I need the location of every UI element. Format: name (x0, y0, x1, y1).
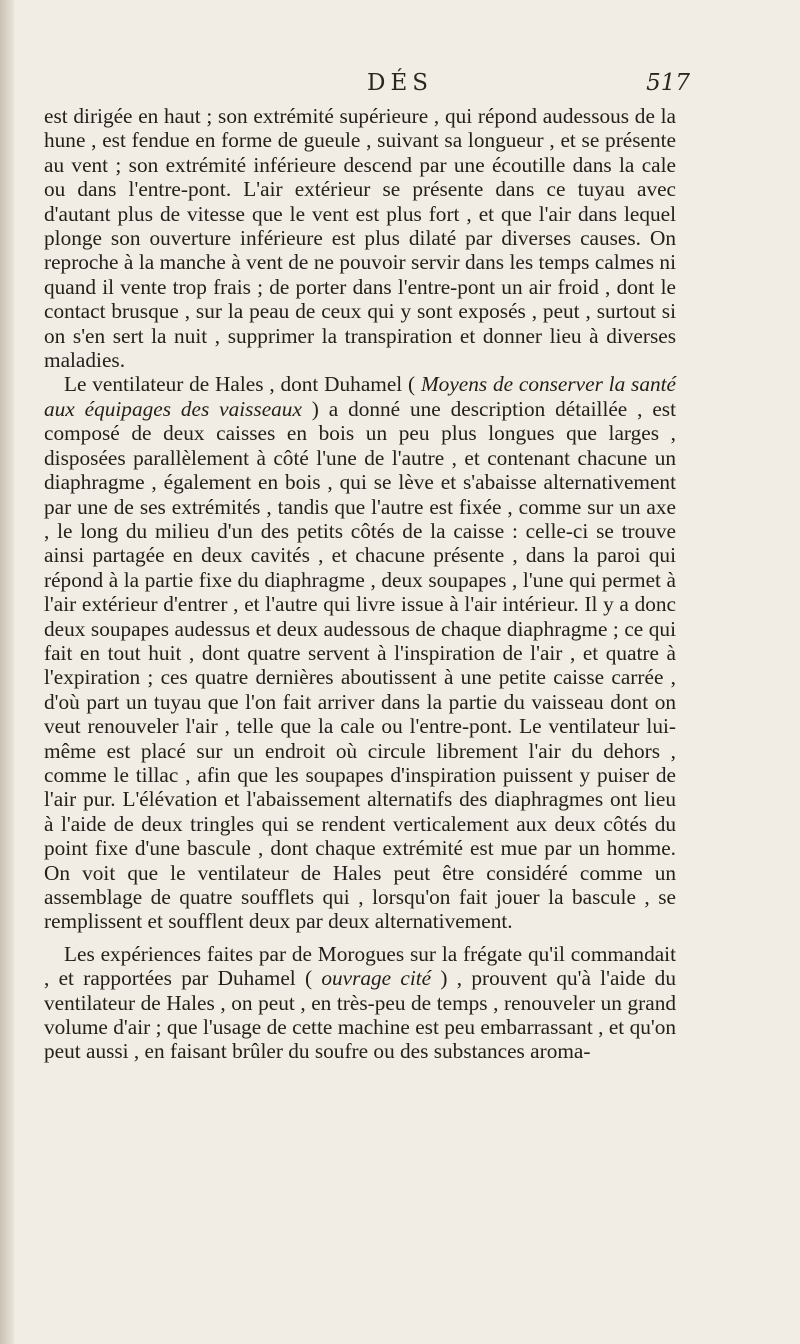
paragraph-1 (44, 104, 676, 372)
page-number: 517 (646, 70, 690, 96)
page-gutter-shadow (0, 0, 14, 1344)
running-head-title: DÉS (367, 70, 433, 96)
paragraph-3-text-b: ) , prouvent qu'à l'aide du ventilateur de Hales , on peut , en très-peu de temps , renouveler un grand volume d'air ; que l'usage de cette machine est peu embarrassant , et qu'on peut aussi , en faisant brûler du soufre ou des substances aroma- (44, 966, 676, 1064)
body-text (44, 104, 676, 1064)
paragraph-3-text-a: Les expériences faites par de Morogues sur la frégate qu'il commandait , et rapportées par Duhamel ( (44, 941, 676, 991)
paragraph-2-text-b: ) a donné une description détaillée , est composé de deux caisses en bois un peu plus longues que larges , disposées parallèlement à côté l'une de l'autre , et contenant chacune un diaphragme , également en bois , qui se lève et s'abaisse alternativement par une de ses extrémités , tandis que l'autre est fixée , comme sur un axe , le long du milieu d'un des petits côtés de la caisse : celle-ci se trouve ainsi partagée en deux cavités , et chacune présente , dans la paroi qui répond à la partie fixe du diaphragme , deux soupapes , l'une qui permet à l'air extérieur d'entrer , et l'autre qui livre issue à l'air intérieur. Il y a donc deux soupapes audessus et deux audessous de chaque diaphragme ; ce qui fait en tout huit , dont quatre servent à l'inspiration de l'air , et quatre à l'expiration ; ces quatre dernières aboutissent à une petite caisse carrée , d'où part un tuyau que l'on fait arriver dans la partie du vaisseau dont on veut renouveler l'air , telle que la cale ou l'entre-pont. Le ventilateur lui-même est placé sur un endroit où circule librement l'air du dehors , comme le tillac , afin que les soupapes d'inspiration puissent y puiser de l'air pur. L'élévation et l'abaissement alternatifs des diaphragmes ont lieu à l'aide de deux tringles qui se rendent verticalement aux deux côtés du point fixe d'une bascule , dont chaque extrémité est mue par un homme. On voit que le ventilateur de Hales peut être considéré comme un assemblage de quatre soufflets qui , lorsqu'on fait jouer la bascule , se remplissent et soufflent deux par deux alternativement. (44, 396, 676, 934)
ouvrage-cite-citation: ouvrage cité (321, 966, 432, 991)
paragraph-2 (44, 372, 676, 933)
book-title-citation: Moyens de conserver la santé aux équipages des vaisseaux (44, 372, 676, 421)
paragraph-1-text: est dirigée en haut ; son extrémité supérieure , qui répond audessous de la hune , est fendue en forme de gueule , suivant sa longueur , et se présente au vent ; son extrémité inférieure descend par une écoutille dans la cale ou dans l'entre-pont. L'air extérieur se présente dans ce tuyau avec d'autant plus de vitesse que le vent est plus fort , et que l'air dans lequel plonge son ouverture inférieure est plus dilaté par diverses causes. On reproche à la manche à vent de ne pouvoir servir dans les temps calmes ni quand il vente trop frais ; de porter dans l'entre-pont un air froid , dont le contact brusque , sur la peau de ceux qui y sont exposés , peut , surtout si on s'en sert la nuit , supprimer la transpiration et donner lieu à diverses maladies. (44, 104, 676, 373)
paragraph-2-text-a: Le ventilateur de Hales , dont Duhamel ( (64, 372, 421, 397)
running-head (0, 70, 800, 104)
paragraph-3 (44, 942, 676, 1064)
